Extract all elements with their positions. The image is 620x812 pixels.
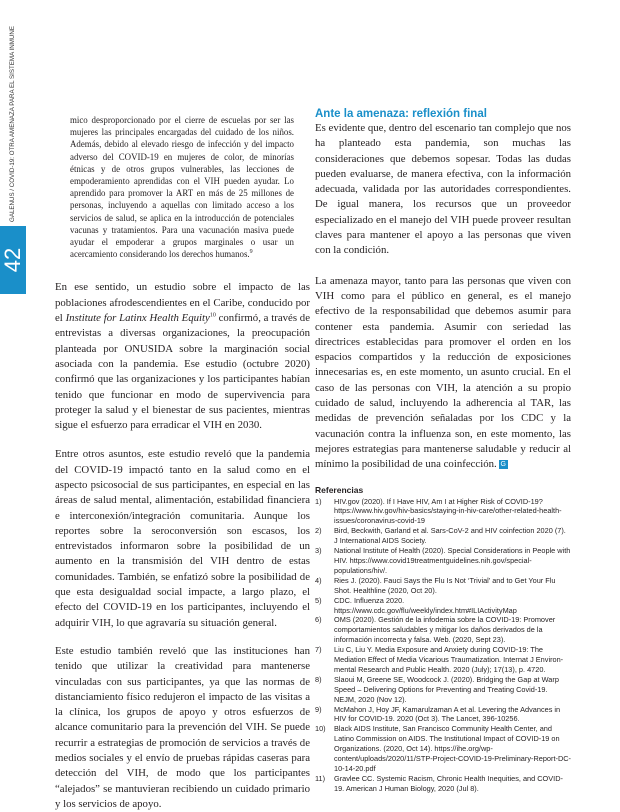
- running-head: [0, 0, 26, 226]
- reference-text: CDC. Influenza 2020. https://www.cdc.gov/flu/weekly/index.htm#ILIActivityMap: [334, 595, 517, 615]
- reference-number: 8): [315, 674, 322, 684]
- institute-name: Institute for Latinx Health Equity: [65, 312, 210, 325]
- reference-text: HIV.gov (2020). If I Have HIV, Am I at Higher Risk of COVID-19? https://www.hiv.gov/hiv-basics/staying-in-hiv-care/other-related-health-issues/coronavirus-covid-19: [334, 496, 562, 526]
- page-number: [0, 226, 26, 294]
- reference-text: Bird, Beckwith, Garland et al. Sars-CoV-2 and HIV coinfection 2020 (7). J International AIDS Society.: [334, 526, 566, 546]
- reference-item: [315, 546, 571, 576]
- reference-number: 10): [315, 724, 326, 734]
- reference-number: 11): [315, 773, 326, 783]
- sidebar-strip: [0, 0, 26, 802]
- p1-end: confirmó, a través de entrevistas a diversas organizaciones, la preocupación planteada por ONUSIDA sobre la marginación social asociada con la pandemia. Ese estudio (octubre 2020) confirmó que las organizaciones y los participantes habían tenido que funcionar en modo de supervivencia para proteger la salud y el bienestar de sus pacientes, mientras sigue el esfuerzo para erradicar el VIH en 2030.: [55, 312, 310, 432]
- paragraph-institutions: Este estudio también reveló que las instituciones han tenido que utilizar la creatividad para mantenerse vinculadas con sus participantes, ya que las normas de distanciamiento físico redujeron el impacto de las visitas a la clínica, los grupos de apoyo y otros esfuerzos de alcance comunitario para la prevención del VIH. Se puede recurrir a estrategias de promoción de servicios a través de medios sociales y el envío de pruebas rápidas caseras para detección del VIH, de modo que los participantes “alejados” se mantuvieran recibiendo un cuidado primario y los servicios de apoyo.: [55, 644, 310, 810]
- reference-number: 1): [315, 496, 322, 506]
- pull-quote: [70, 114, 294, 260]
- reference-number: 2): [315, 526, 322, 536]
- paragraph-study-intro: [55, 280, 310, 433]
- citation-10: 10: [209, 312, 216, 319]
- reference-item: [315, 724, 571, 774]
- reference-number: 6): [315, 615, 322, 625]
- main-threat-text: La amenaza mayor, tanto para las personas que viven con VIH como para el público en general, es el manejo efectivo de la responsabilidad que debemos asumir para contener esta pandemia. Asumir con seriedad las directrices establecidas para promover el orden en los espacios compartidos y la reducción de exposiciones innecesarias es, en este momento, un asunto crucial. En el caso de las personas con VIH, la atención a su propio cuidado de salud, incluyendo la adherencia al TAR, las medidas de prevención señaladas por los CDC y la vacunación contra la influenza son, en este momento, las mejores estrategias para mantenerse saludable y reducir al mínimo la posibilidad de una coinfección.: [315, 274, 571, 471]
- reference-item: [315, 526, 571, 546]
- reference-item: [315, 596, 571, 616]
- reference-item: [315, 615, 571, 645]
- page-number-text: 42: [0, 247, 25, 273]
- reference-number: 4): [315, 575, 322, 585]
- reference-text: OMS (2020). Gestión de la infodemia sobre la COVID-19: Promover comportamientos saludables y mitigar los daños derivados de la información incorrecta y falsa. Web. (2020, Sept 23).: [334, 615, 556, 645]
- reference-text: Ries J. (2020). Fauci Says the Flu Is Not ‘Trivial’ and to Get Your Flu Shot. Healthline (2020, Oct 20).: [334, 575, 556, 595]
- reference-text: Slaoui M, Greene SE, Woodcock J. (2020). Bridging the Gap at Warp Speed – Delivering Options for Preventing and Treating Covid-19. NEJM, 2020 (Nov 12).: [334, 674, 559, 704]
- paragraph-reflection: Es evidente que, dentro del escenario tan complejo que nos ha planteado esta pandemia, son muchas las consideraciones que debemos sopesar. Todas las dudas pueden evaluarse, de manera efectiva, con la información adecuada, validada por las autoridades correspondientes. De igual manera, los recursos que un proveedor especializado en el manejo del VIH puede proveer resultan claves para mantener el apoyo a las personas que viven con la condición.: [315, 122, 571, 257]
- end-mark-icon: G: [500, 461, 506, 469]
- paragraph-study-findings: Entre otros asuntos, este estudio reveló que la pandemia del COVID-19 impactó tanto en la salud como en el aspecto psicosocial de sus participantes, en especial en las áreas de salud mental, alimentación, estabilidad financiera e interconexión/integración comunitaria. Aunque los reportes sobre la seroconversión son escasos, los entrevistados informaron sobre la posibilidad de un aumento en la transmisión del VIH dentro de estas comunidades. También, se enfatizó sobre la posibilidad de que esta desigualdad social impacte, a largo plazo, el efecto del COVID-19 en los participantes, incluyendo el adquirir VIH, lo que agravaría su situación general.: [55, 448, 310, 629]
- p1-start: En ese sentido, un estudio sobre el impacto de las poblaciones afrodescendientes en el Caribe, conducido por el: [55, 281, 310, 325]
- pull-quote-text: mico desproporcionado por el cierre de escuelas por ser las mujeres las principales encargadas del cuidado de los niños. Además, debido al elevado riesgo de infección y del impacto adverso del COVID-19 en mujeres de color, de minorías étnicas y de otros grupos vulnerables, las lecciones de empoderamiento aprendidas con el VIH pueden ayudar. Lo aprendido para promover la ART en más de 25 millones de personas, incluyendo a aquellas con limitado acceso a los servicios de salud, se aplica en la introducción de potenciales vacunas y tratamientos. Para una vacunación masiva puede ayudar el empoderar a grupos marginales o usar un acercamiento considerando los derechos humanos.: [70, 115, 294, 260]
- reference-number: 9): [315, 704, 322, 714]
- reference-text: Black AIDS Institute, San Francisco Community Health Center, and Latino Commission on AIDS. The Institutional Impact of COVID-19 on Organizations. (2020, Oct 14). https://ihe.org/wp-content/uploads/2020/11/STP-Project-COVID-19-Preliminary-Report-DC-10-14-20.pdf: [334, 724, 571, 773]
- reference-item: [315, 675, 571, 705]
- reference-item: [315, 774, 571, 794]
- running-head-text: GALENUS / COVID-19: OTRA AMENAZA PARA EL SISTEMA INMUNE: [9, 26, 16, 222]
- reference-item: [315, 705, 571, 725]
- references-title: Referencias: [315, 484, 364, 495]
- reference-text: Liu C, Liu Y. Media Exposure and Anxiety during COVID-19: The Mediation Effect of Media Vicarious Traumatization. Internat J Environ- mental Research and Public Health. 2020 (July); 17(13), p. 4720.: [334, 645, 564, 674]
- reference-number: 3): [315, 546, 322, 556]
- quote-citation: 9: [249, 249, 253, 256]
- reference-item: [315, 497, 571, 527]
- paragraph-main-threat: [315, 274, 571, 473]
- reference-text: McMahon J, Hoy JF, Kamarulzaman A et al. Levering the Advances in HIV for COVID-19. 2020 (Oct 3). The Lancet, 396-10256.: [334, 704, 561, 724]
- reference-number: 5): [315, 595, 322, 605]
- reference-text: Gravlee CC. Systemic Racism, Chronic Health Inequities, and COVID-19. American J Human Biology, 2020 (Jul 8).: [334, 773, 563, 793]
- references-list: [315, 497, 571, 794]
- reference-text: National Institute of Health (2020). Special Considerations in People with HIV. https://www.covid19treatmentguidelines.nih.gov/special-populations/hiv/.: [334, 546, 571, 575]
- section-heading: Ante la amenaza: reflexión final: [315, 108, 487, 120]
- reference-number: 7): [315, 645, 322, 655]
- reference-item: [315, 576, 571, 596]
- right-column: [315, 106, 571, 794]
- left-column: [55, 106, 310, 812]
- reference-item: [315, 645, 571, 675]
